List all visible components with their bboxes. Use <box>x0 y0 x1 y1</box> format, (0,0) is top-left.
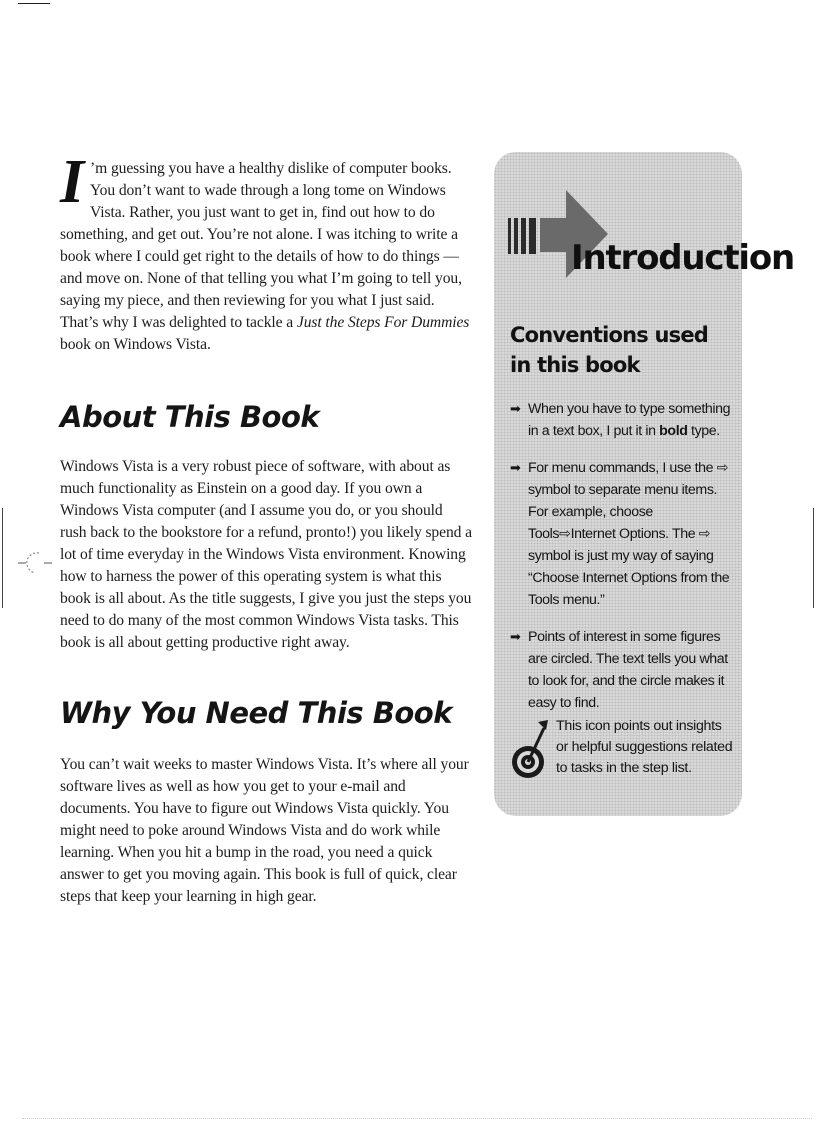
crop-mark-top <box>18 3 50 4</box>
why-paragraph: You can’t wait weeks to master Windows Vista. It’s where all your software lives as well as how you get to your e-mail and documents. You have to figure out Windows Vista quickly. You might need to poke around Windows Vista and do work while learning. When you hit a bump in the road, you need a quick answer to get you moving again. This book is full of quick, clear steps that keep your learning in high gear. <box>60 756 469 905</box>
conventions-item-circled: ➡ Points of interest in some figures are circled. The text tells you what to look for, and the circle makes it easy to find. <box>510 626 736 714</box>
arrow-bullet-icon: ➡ <box>510 629 521 644</box>
intro-text: ’m guessing you have a healthy dislike of computer books. You don’t want to wade through a long tome on Windows Vista. Rather, you just want to get in, find out how to do something, and get out. You’re not alone. I was itching to write a book where I could get right to the details of how to do things — and move on. None of that telling you what I’m going to tell you, saying my piece, and then reviewing for you what I just said. That’s why I was delighted to tackle a <box>60 160 462 331</box>
intro-paragraph <box>60 148 472 356</box>
crop-mark-right <box>813 508 814 608</box>
target-tip-icon <box>510 718 550 784</box>
bottom-rule <box>22 1118 812 1119</box>
main-column <box>60 148 472 908</box>
heading-why-you-need-this-book: Why You Need This Book <box>60 696 452 730</box>
book-title-italic: Just the Steps For Dummies <box>296 314 470 331</box>
registration-mark-icon <box>18 548 52 578</box>
crop-mark-left <box>2 508 3 608</box>
intro-text-end: book on Windows Vista. <box>60 336 211 353</box>
chapter-title: Introduction <box>571 238 795 278</box>
arrow-bullet-icon: ➡ <box>510 401 521 416</box>
tip-note <box>510 716 736 779</box>
conventions-list <box>510 398 736 729</box>
about-paragraph: Windows Vista is a very robust piece of software, with about as much functionality as Einstein on a good day. If you own a Windows Vista computer (and I assume you do, or you should rush back to the bookstore for a refund, pronto!) you likely spend a lot of time everyday in the Windows Vista environment. Knowing how to harness the power of this operating system is what this book is all about. As the title suggests, I give you just the steps you need to do many of the most common Windows Vista tasks. This book is all about getting productive right away. <box>60 458 472 651</box>
arrow-bullet-icon: ➡ <box>510 460 521 475</box>
conventions-heading: Conventions used in this book <box>510 323 709 377</box>
tip-text: This icon points out insights or helpful suggestions related to tasks in the step list. <box>556 718 733 776</box>
drop-cap: I <box>60 148 85 216</box>
bold-word: bold <box>659 423 688 439</box>
conventions-item-menu: ➡ For menu commands, I use the ⇨ symbol to separate menu items. For example, choose Tools⇨Internet Options. The ⇨ symbol is just my way of saying “Choose Internet Options from the Tools menu.” <box>510 457 736 611</box>
heading-about-this-book: About This Book <box>60 400 320 434</box>
conventions-item-bold: ➡ When you have to type something in a text box, I put it in bold type. <box>510 398 736 442</box>
